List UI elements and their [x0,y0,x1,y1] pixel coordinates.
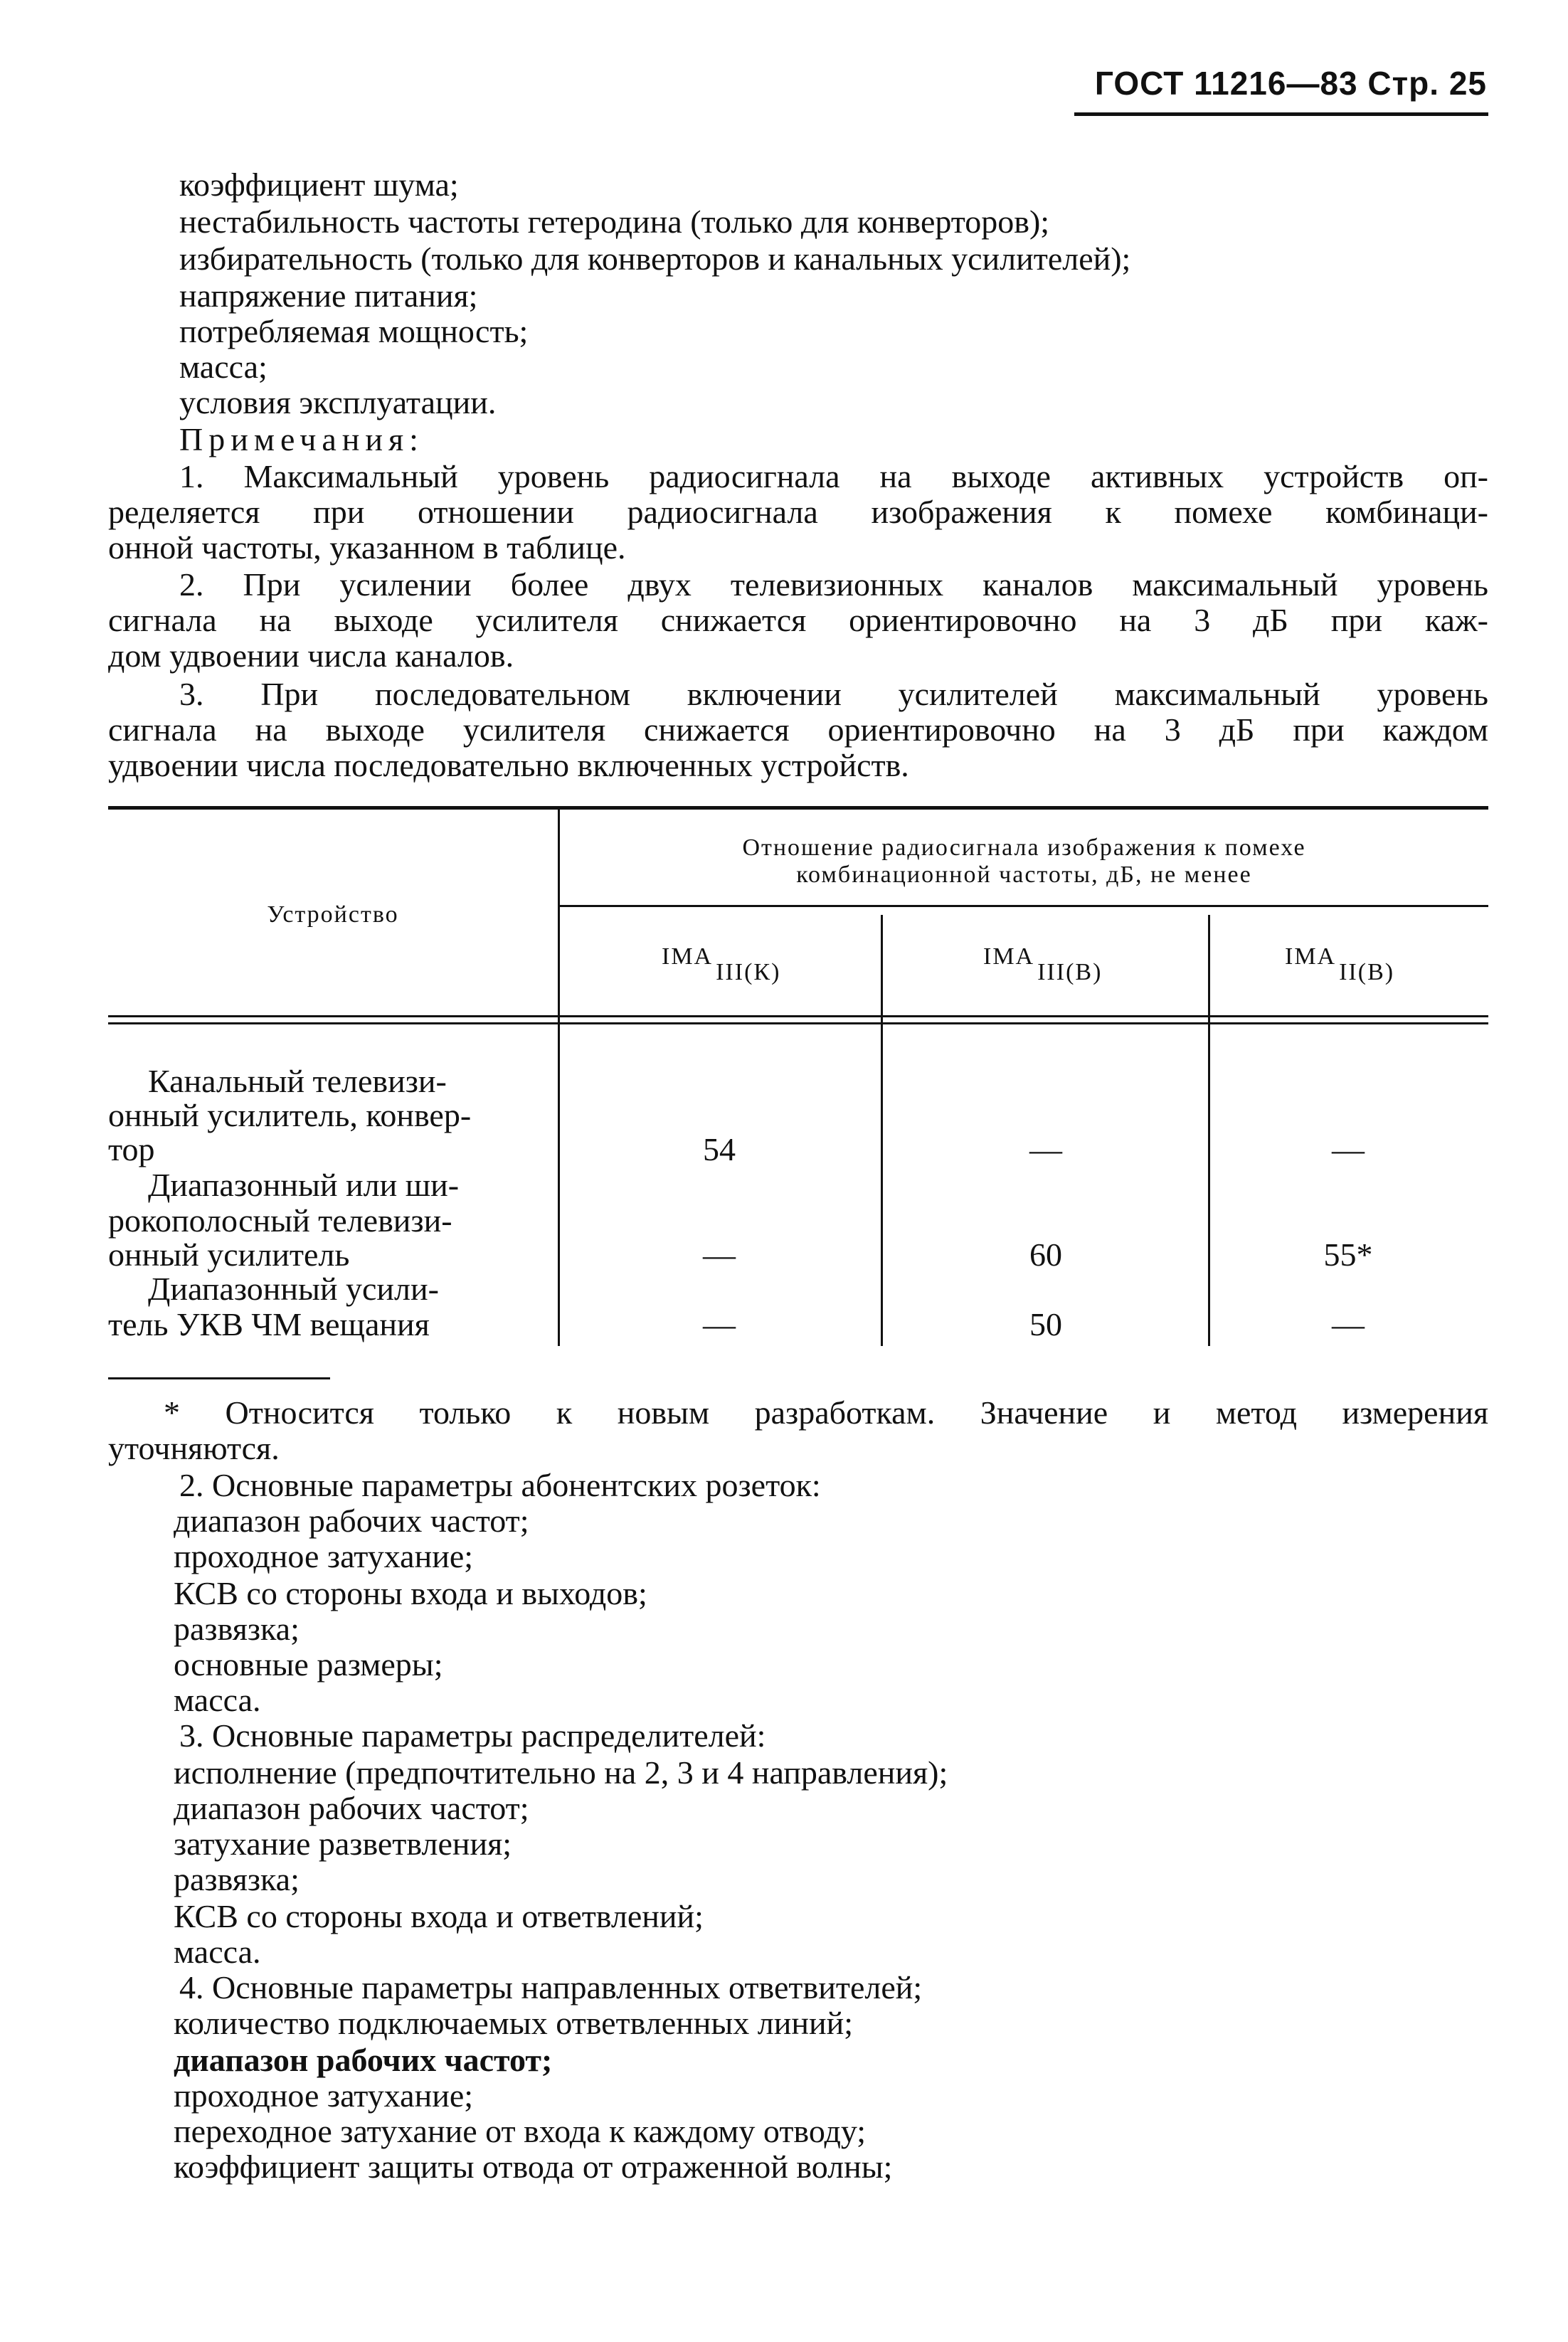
device-cell-line: Канальный телевизи- [148,1063,447,1099]
device-column-header: Устройство [267,901,399,928]
device-cell-line: тор [108,1131,155,1167]
column-header-ima-iii-b [983,943,1103,985]
ima-label: IMA [1285,943,1337,970]
device-cell-line: тель УКВ ЧМ вещания [108,1306,430,1342]
intro-item: коэффициент шума; [179,166,459,203]
note-1-line: 1. Максимальный уровень радиосигнала на выходе активных устройств оп- [179,458,1488,494]
table-cell: 60 [1029,1236,1062,1273]
section-item: затухание разветвления; [174,1826,512,1862]
section-title: 2. Основные параметры абонентских розеток: [179,1467,821,1503]
section-item: исполнение (предпочтительно на 2, 3 и 4 направления); [174,1754,948,1791]
ima-subscript: III(К) [716,959,781,985]
section-item: диапазон рабочих частот; [174,1790,529,1826]
section-item: КСВ со стороны входа и выходов; [174,1575,647,1611]
section-item: развязка; [174,1861,300,1897]
ima-subscript: II(В) [1339,959,1395,985]
footnote-line: уточняются. [108,1430,280,1466]
note-3-line: сигнала на выходе усилителя снижается ориентировочно на 3 дБ при каждом [108,711,1488,748]
table-top-rule [108,806,1488,810]
header-rule [1074,112,1488,116]
table-header-rule [108,1022,1488,1024]
table-cell: — [1332,1306,1365,1342]
device-cell-line: онный усилитель, конвер- [108,1097,472,1133]
intro-item: условия эксплуатации. [179,384,497,420]
table-column-divider [881,915,883,1346]
section-item: коэффициент защиты отвода от отраженной волны; [174,2148,893,2185]
device-cell-line: рокополосный телевизи- [108,1202,452,1239]
section-item: КСВ со стороны входа и ответвлений; [174,1898,704,1934]
table-header-rule [108,1015,1488,1017]
ima-subscript: III(В) [1037,959,1103,985]
table-group-rule [560,905,1488,907]
table-cell: 54 [703,1131,736,1167]
footnote-rule [108,1377,330,1379]
section-item: количество подключаемых ответвленных линий; [174,2005,853,2041]
group-header-line: комбинационной частоты, дБ, не менее [796,862,1252,888]
table-cell: — [703,1236,736,1273]
intro-item: напряжение питания; [179,277,478,314]
intro-item: избирательность (только для конверторов и канальных усилителей); [179,240,1131,277]
intro-item: масса; [179,349,267,385]
notes-heading: Примечания: [179,421,424,457]
note-3-line: удвоении числа последовательно включенных устройств. [108,747,909,783]
section-item: развязка; [174,1611,300,1647]
note-2-line: 2. При усилении более двух телевизионных каналов максимальный уровень [179,566,1488,603]
section-item: диапазон рабочих частот; [174,1503,529,1539]
section-item: проходное затухание; [174,2077,474,2114]
footnote-line: * Относится только к новым разработкам. Значение и метод измерения [164,1394,1488,1431]
device-cell-line: онный усилитель [108,1236,350,1273]
ima-label: IMA [983,943,1035,970]
table-column-divider [558,810,560,1346]
section-item: основные размеры; [174,1646,443,1683]
note-1-line: онной частоты, указанном в таблице. [108,529,626,566]
intro-item: нестабильность частоты гетеродина (только для конверторов); [179,203,1050,240]
note-3-line: 3. При последовательном включении усилителей максимальный уровень [179,676,1488,712]
note-2-line: дом удвоении числа каналов. [108,637,514,674]
device-cell-line: Диапазонный или ши- [148,1167,460,1203]
device-cell-line: Диапазонный усили- [148,1271,439,1307]
table-cell: 50 [1029,1306,1062,1342]
table-cell: 55* [1323,1236,1373,1273]
table-cell: — [1029,1131,1062,1167]
section-item: масса. [174,1934,261,1970]
table-cell: — [703,1306,736,1342]
group-header-line: Отношение радиосигнала изображения к помехе [742,834,1306,861]
column-header-ima-ii-b [1285,943,1395,985]
section-item: диапазон рабочих частот; [174,2042,553,2078]
section-item: проходное затухание; [174,1538,474,1574]
running-header: ГОСТ 11216—83 Стр. 25 [1094,65,1487,102]
section-item: переходное затухание от входа к каждому отводу; [174,2113,867,2149]
note-1-line: ределяется при отношении радиосигнала изображения к помехе комбинаци- [108,494,1488,530]
table-cell: — [1332,1131,1365,1167]
column-header-ima-iii-k [662,943,781,985]
ima-label: IMA [662,943,714,970]
section-item: масса. [174,1682,261,1718]
section-title: 3. Основные параметры распределителей: [179,1717,766,1754]
table-column-divider [1208,915,1210,1346]
section-title: 4. Основные параметры направленных ответвителей; [179,1969,923,2005]
intro-item: потребляемая мощность; [179,313,529,349]
note-2-line: сигнала на выходе усилителя снижается ориентировочно на 3 дБ при каж- [108,602,1488,638]
